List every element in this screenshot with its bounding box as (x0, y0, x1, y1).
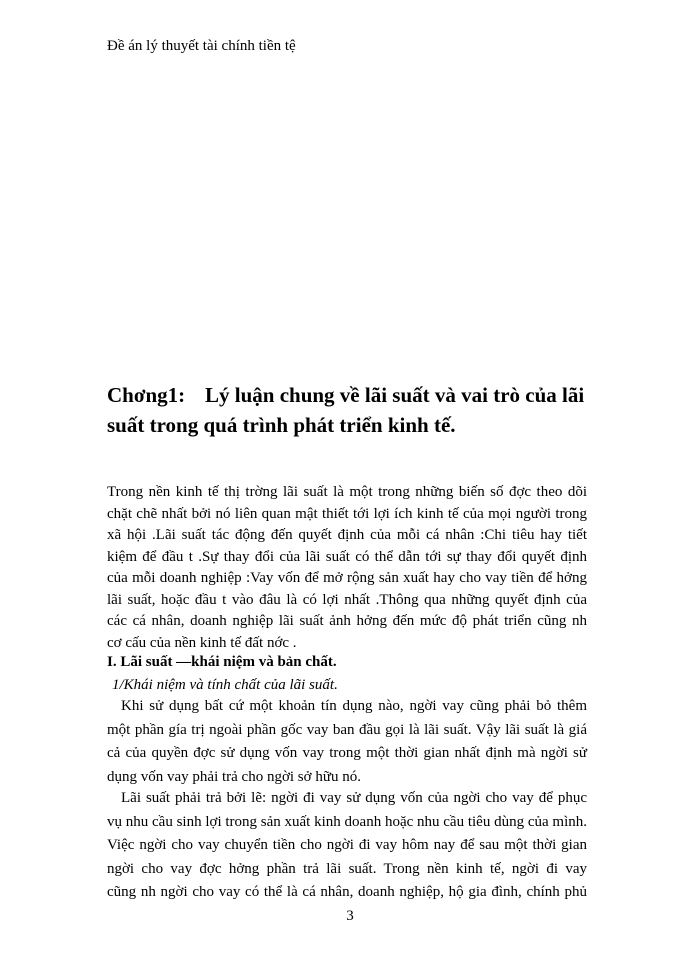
paragraph-2 (107, 787, 587, 905)
paragraph-line: Khi sử dụng bất cứ một khoản tín dụng nào, ngời vay cũng phải bỏ thêm (121, 698, 587, 714)
page-number: 3 (346, 908, 354, 924)
paragraph-line: Việc ngời cho vay chuyển tiền cho ngời đi vay hôm nay để sau một thời gian (107, 837, 587, 853)
intro-line: của mỗi doanh nghiệp :Vay vốn để mở rộng sản xuất hay cho vay tiền để hởng (107, 570, 587, 586)
chapter-title-text-2: suất trong quá trình phát triển kinh tế. (107, 413, 456, 437)
chapter-title-line-1 (107, 380, 607, 410)
intro-line: kiệm để đầu t .Sự thay đổi của lãi suất có thể dẫn tới sự thay đổi quyết định (107, 548, 587, 565)
paragraph-line: dụng vốn vay phải trả cho ngời sở hữu nó. (107, 768, 361, 785)
section-heading: I. Lãi suất —khái niệm và bản chất. (107, 654, 337, 670)
chapter-label: Chơng1: (107, 383, 186, 407)
page-header: Đề án lý thuyết tài chính tiền tệ (107, 38, 296, 54)
intro-line: Trong nền kinh tế thị trờng lãi suất là một trong những biến số đợc theo dõi (107, 484, 587, 500)
paragraph-line: ngời cho vay đợc hởng phần trả lãi suất. Trong nền kinh tế, ngời đi vay (107, 860, 587, 877)
chapter-title-line-2 (107, 410, 607, 440)
subsection-heading: 1/Khái niệm và tính chất của lãi suất. (112, 677, 338, 693)
intro-line: các cá nhân, doanh nghiệp lãi suất ảnh hởng đến mức độ phát triển cũng nh (107, 613, 587, 629)
paragraph-line: vụ nhu cầu sinh lợi trong sản xuất kinh doanh hoặc nhu cầu tiêu dùng của mình. (107, 813, 587, 830)
paragraph-1 (107, 695, 587, 789)
paragraph-line: cả của quyền đợc sử dụng vốn vay trong một thời gian nhất định mà ngời sử (107, 745, 587, 761)
paragraph-line: Lãi suất phải trả bởi lẽ: ngời đi vay sử dụng vốn của ngời cho vay để phục (121, 790, 587, 806)
intro-line: chặt chẽ nhất bởi nó liên quan mật thiết tới lợi ích kinh tế của mọi người trong (107, 505, 587, 522)
chapter-title (107, 380, 607, 440)
intro-line: lãi suất, hoặc đầu t vào đâu là có lợi nhất .Thông qua những quyết định của (107, 591, 587, 608)
paragraph-line: cũng nh ngời cho vay có thể là cá nhân, doanh nghiệp, hộ gia đình, chính phủ (107, 884, 587, 900)
chapter-title-text-1: Lý luận chung về lãi suất và vai trò của lãi (205, 383, 585, 407)
paragraph-line: một phần gía trị ngoài phần gốc vay ban đầu gọi là lãi suất. Vậy lãi suất là giá (107, 721, 587, 738)
intro-paragraph (107, 482, 587, 654)
intro-line: cơ cấu của nền kinh tế đất nớc . (107, 634, 297, 651)
intro-line: xã hội .Lãi suất tác động đến quyết định của mỗi cá nhân :Chi tiêu hay tiết (107, 527, 587, 543)
